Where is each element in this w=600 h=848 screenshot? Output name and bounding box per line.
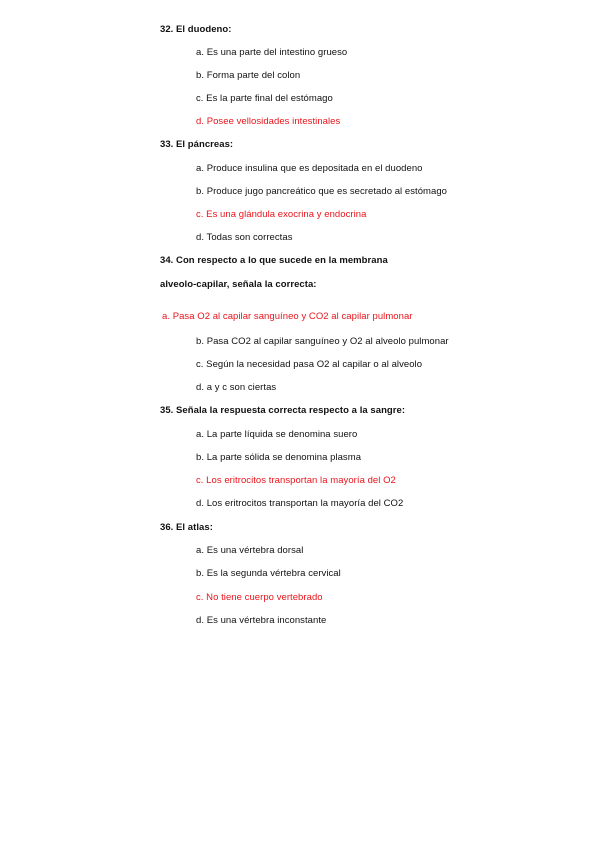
question-35-option-c: c. Los eritrocitos transportan la mayoría del O2 [196,475,396,486]
question-33-option-b: b. Produce jugo pancreático que es secretado al estómago [196,186,448,197]
question-34-option-c: c. Según la necesidad pasa O2 al capilar o al alveolo [196,359,423,370]
question-33-option-a: a. Produce insulina que es depositada en el duodeno [196,163,423,174]
question-33-option-d: d. Todas son correctas [196,232,293,243]
question-35-option-b: b. La parte sólida se denomina plasma [196,452,362,463]
question-32-option-b: b. Forma parte del colon [196,70,301,81]
question-34-title-line-2: alveolo-capilar, señala la correcta: [160,279,317,290]
question-36-option-c: c. No tiene cuerpo vertebrado [196,592,323,603]
question-35-option-a: a. La parte líquida se denomina suero [196,429,358,440]
question-32-option-a: a. Es una parte del intestino grueso [196,47,348,58]
question-36-option-d: d. Es una vértebra inconstante [196,615,327,626]
question-32-option-c: c. Es la parte final del estómago [196,93,333,104]
question-34-option-a: a. Pasa O2 al capilar sanguíneo y CO2 al capilar pulmonar [162,311,413,322]
question-36-option-a: a. Es una vértebra dorsal [196,545,304,556]
question-34-option-b: b. Pasa CO2 al capilar sanguíneo y O2 al alveolo pulmonar [196,336,449,347]
question-34-option-d: d. a y c son ciertas [196,382,277,393]
question-35-title: 35. Señala la respuesta correcta respecto a la sangre: [160,405,406,416]
question-32-option-d: d. Posee vellosidades intestinales [196,116,341,127]
question-35-option-d: d. Los eritrocitos transportan la mayoría del CO2 [196,498,404,509]
question-36-option-b: b. Es la segunda vértebra cervical [196,568,341,579]
question-34-title-line-1: 34. Con respecto a lo que sucede en la membrana [160,255,388,266]
question-33-option-c: c. Es una glándula exocrina y endocrina [196,209,367,220]
question-36-title: 36. El atlas: [160,522,213,533]
question-32-title: 32. El duodeno: [160,24,232,35]
question-33-title: 33. El páncreas: [160,139,234,150]
